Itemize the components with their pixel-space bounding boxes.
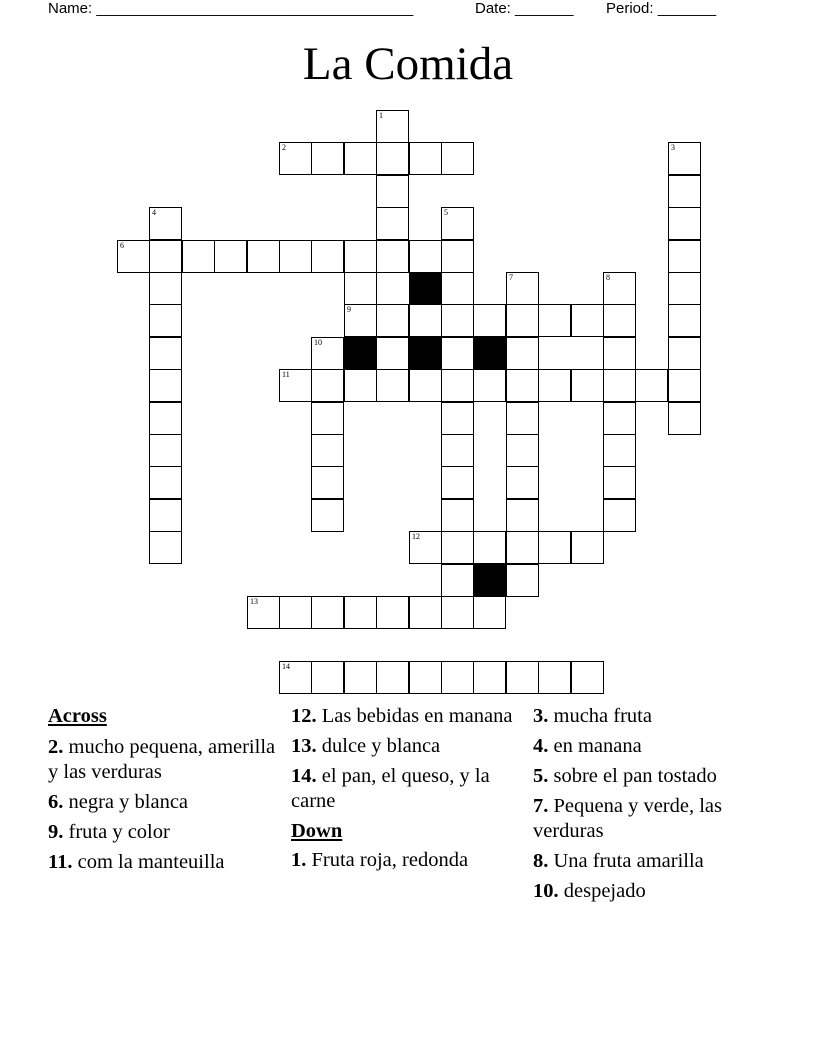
answer-cell[interactable]: [441, 564, 474, 597]
answer-cell[interactable]: [344, 240, 377, 273]
clue-across-9: 9. fruta y color: [48, 821, 170, 843]
answer-cell[interactable]: [149, 434, 182, 467]
answer-cell[interactable]: [149, 337, 182, 370]
clue-down-10: 10. despejado: [533, 880, 646, 902]
clue-number: 10: [314, 338, 322, 347]
answer-cell[interactable]: [376, 337, 409, 370]
answer-cell[interactable]: [635, 369, 668, 402]
answer-cell[interactable]: [409, 304, 442, 337]
answer-cell[interactable]: [117, 240, 150, 273]
clue-number: 3: [671, 143, 675, 152]
answer-cell[interactable]: [668, 304, 701, 337]
answer-cell[interactable]: [668, 142, 701, 175]
answer-cell[interactable]: [441, 434, 474, 467]
answer-cell[interactable]: [311, 402, 344, 435]
answer-cell[interactable]: [376, 304, 409, 337]
answer-cell[interactable]: [441, 272, 474, 305]
answer-cell[interactable]: [441, 661, 474, 694]
answer-cell[interactable]: [603, 369, 636, 402]
clue-down-4: 4. en manana: [533, 735, 642, 757]
answer-cell[interactable]: [441, 531, 474, 564]
clue-number: 6: [120, 241, 124, 250]
answer-cell[interactable]: [473, 531, 506, 564]
clue-down-8: 8. Una fruta amarilla: [533, 850, 704, 872]
answer-cell[interactable]: [441, 207, 474, 240]
answer-cell[interactable]: [279, 240, 312, 273]
answer-cell[interactable]: [506, 564, 539, 597]
answer-cell[interactable]: [376, 142, 409, 175]
answer-cell[interactable]: [603, 272, 636, 305]
answer-cell[interactable]: [344, 304, 377, 337]
answer-cell[interactable]: [149, 207, 182, 240]
answer-cell[interactable]: [538, 531, 571, 564]
answer-cell[interactable]: [182, 240, 215, 273]
answer-cell[interactable]: [149, 402, 182, 435]
block-cell: [473, 564, 506, 597]
answer-cell[interactable]: [506, 402, 539, 435]
answer-cell[interactable]: [668, 272, 701, 305]
answer-cell[interactable]: [149, 499, 182, 532]
answer-cell[interactable]: [311, 499, 344, 532]
answer-cell[interactable]: [506, 661, 539, 694]
answer-cell[interactable]: [279, 661, 312, 694]
answer-cell[interactable]: [376, 207, 409, 240]
clue-number: 2: [282, 143, 286, 152]
clue-across-12: 12. Las bebidas en manana: [291, 705, 513, 727]
answer-cell[interactable]: [506, 369, 539, 402]
answer-cell[interactable]: [409, 240, 442, 273]
answer-cell[interactable]: [409, 661, 442, 694]
answer-cell[interactable]: [473, 304, 506, 337]
answer-cell[interactable]: [409, 531, 442, 564]
clues-column-3: [533, 704, 753, 909]
answer-cell[interactable]: [149, 466, 182, 499]
clue-number: 1: [379, 111, 383, 120]
clue-number: 14: [282, 662, 290, 671]
answer-cell[interactable]: [506, 499, 539, 532]
answer-cell[interactable]: [376, 369, 409, 402]
answer-cell[interactable]: [603, 466, 636, 499]
answer-cell[interactable]: [441, 337, 474, 370]
answer-cell[interactable]: [668, 337, 701, 370]
clue-number: 4: [152, 208, 156, 217]
answer-cell[interactable]: [538, 369, 571, 402]
answer-cell[interactable]: [376, 175, 409, 208]
answer-cell[interactable]: [603, 304, 636, 337]
answer-cell[interactable]: [311, 466, 344, 499]
answer-cell[interactable]: [571, 531, 604, 564]
answer-cell[interactable]: [441, 142, 474, 175]
answer-cell[interactable]: [603, 499, 636, 532]
answer-cell[interactable]: [214, 240, 247, 273]
answer-cell[interactable]: [409, 596, 442, 629]
answer-cell[interactable]: [441, 402, 474, 435]
answer-cell[interactable]: [441, 499, 474, 532]
answer-cell[interactable]: [571, 304, 604, 337]
answer-cell[interactable]: [473, 661, 506, 694]
answer-cell[interactable]: [668, 240, 701, 273]
answer-cell[interactable]: [376, 596, 409, 629]
answer-cell[interactable]: [441, 596, 474, 629]
answer-cell[interactable]: [344, 596, 377, 629]
clue-down-5: 5. sobre el pan tostado: [533, 765, 717, 787]
clue-number: 8: [606, 273, 610, 282]
answer-cell[interactable]: [441, 304, 474, 337]
block-cell: [344, 337, 377, 370]
answer-cell[interactable]: [311, 434, 344, 467]
answer-cell[interactable]: [668, 402, 701, 435]
clue-across-2: 2. mucho pequena, amerilla y las verduras: [48, 736, 276, 783]
answer-cell[interactable]: [344, 661, 377, 694]
answer-cell[interactable]: [409, 369, 442, 402]
answer-cell[interactable]: [538, 304, 571, 337]
clue-number: 12: [412, 532, 420, 541]
answer-cell[interactable]: [311, 369, 344, 402]
answer-cell[interactable]: [506, 304, 539, 337]
answer-cell[interactable]: [279, 142, 312, 175]
answer-cell[interactable]: [603, 337, 636, 370]
answer-cell[interactable]: [344, 142, 377, 175]
answer-cell[interactable]: [571, 661, 604, 694]
answer-cell[interactable]: [376, 240, 409, 273]
answer-cell[interactable]: [441, 369, 474, 402]
answer-cell[interactable]: [344, 369, 377, 402]
answer-cell[interactable]: [311, 240, 344, 273]
clues-column-2: [291, 704, 526, 878]
clue-number: 11: [282, 370, 290, 379]
date-field-label: Date: _______: [475, 0, 574, 17]
answer-cell[interactable]: [376, 110, 409, 143]
across-heading: Across: [48, 705, 107, 727]
answer-cell[interactable]: [344, 272, 377, 305]
answer-cell[interactable]: [279, 369, 312, 402]
answer-cell[interactable]: [603, 434, 636, 467]
answer-cell[interactable]: [311, 142, 344, 175]
answer-cell[interactable]: [149, 369, 182, 402]
answer-cell[interactable]: [149, 240, 182, 273]
block-cell: [409, 337, 442, 370]
answer-cell[interactable]: [506, 434, 539, 467]
answer-cell[interactable]: [506, 272, 539, 305]
answer-cell[interactable]: [279, 596, 312, 629]
answer-cell[interactable]: [149, 531, 182, 564]
period-field-label: Period: _______: [606, 0, 717, 17]
clue-across-6: 6. negra y blanca: [48, 791, 189, 813]
answer-cell[interactable]: [668, 369, 701, 402]
clue-number: 7: [509, 273, 513, 282]
down-heading: Down: [291, 820, 343, 842]
answer-cell[interactable]: [473, 369, 506, 402]
answer-cell[interactable]: [506, 337, 539, 370]
answer-cell[interactable]: [441, 240, 474, 273]
answer-cell[interactable]: [441, 466, 474, 499]
answer-cell[interactable]: [311, 661, 344, 694]
clue-down-1: 1. Fruta roja, redonda: [291, 849, 469, 871]
answer-cell[interactable]: [668, 175, 701, 208]
answer-cell[interactable]: [409, 142, 442, 175]
clue-number: 9: [347, 305, 351, 314]
answer-cell[interactable]: [376, 661, 409, 694]
answer-cell[interactable]: [538, 661, 571, 694]
answer-cell[interactable]: [506, 531, 539, 564]
answer-cell[interactable]: [311, 337, 344, 370]
answer-cell[interactable]: [149, 304, 182, 337]
clue-down-3: 3. mucha fruta: [533, 705, 652, 727]
clue-across-13: 13. dulce y blanca: [291, 735, 441, 757]
answer-cell[interactable]: [571, 369, 604, 402]
clues-column-1: [48, 704, 283, 880]
clue-across-14: 14. el pan, el queso, y la carne: [291, 765, 490, 812]
clue-across-11: 11. com la manteuilla: [48, 851, 225, 873]
answer-cell[interactable]: [473, 596, 506, 629]
clue-number: 13: [250, 597, 258, 606]
block-cell: [473, 337, 506, 370]
answer-cell[interactable]: [668, 207, 701, 240]
clue-number: 5: [444, 208, 448, 217]
clue-down-7: 7. Pequena y verde, las verduras: [533, 795, 722, 842]
answer-cell[interactable]: [149, 272, 182, 305]
answer-cell[interactable]: [247, 596, 280, 629]
page-title: La Comida: [302, 38, 514, 90]
block-cell: [409, 272, 442, 305]
answer-cell[interactable]: [603, 402, 636, 435]
answer-cell[interactable]: [247, 240, 280, 273]
answer-cell[interactable]: [506, 466, 539, 499]
answer-cell[interactable]: [311, 596, 344, 629]
name-field-label: Name: ______________________________________: [48, 0, 414, 17]
